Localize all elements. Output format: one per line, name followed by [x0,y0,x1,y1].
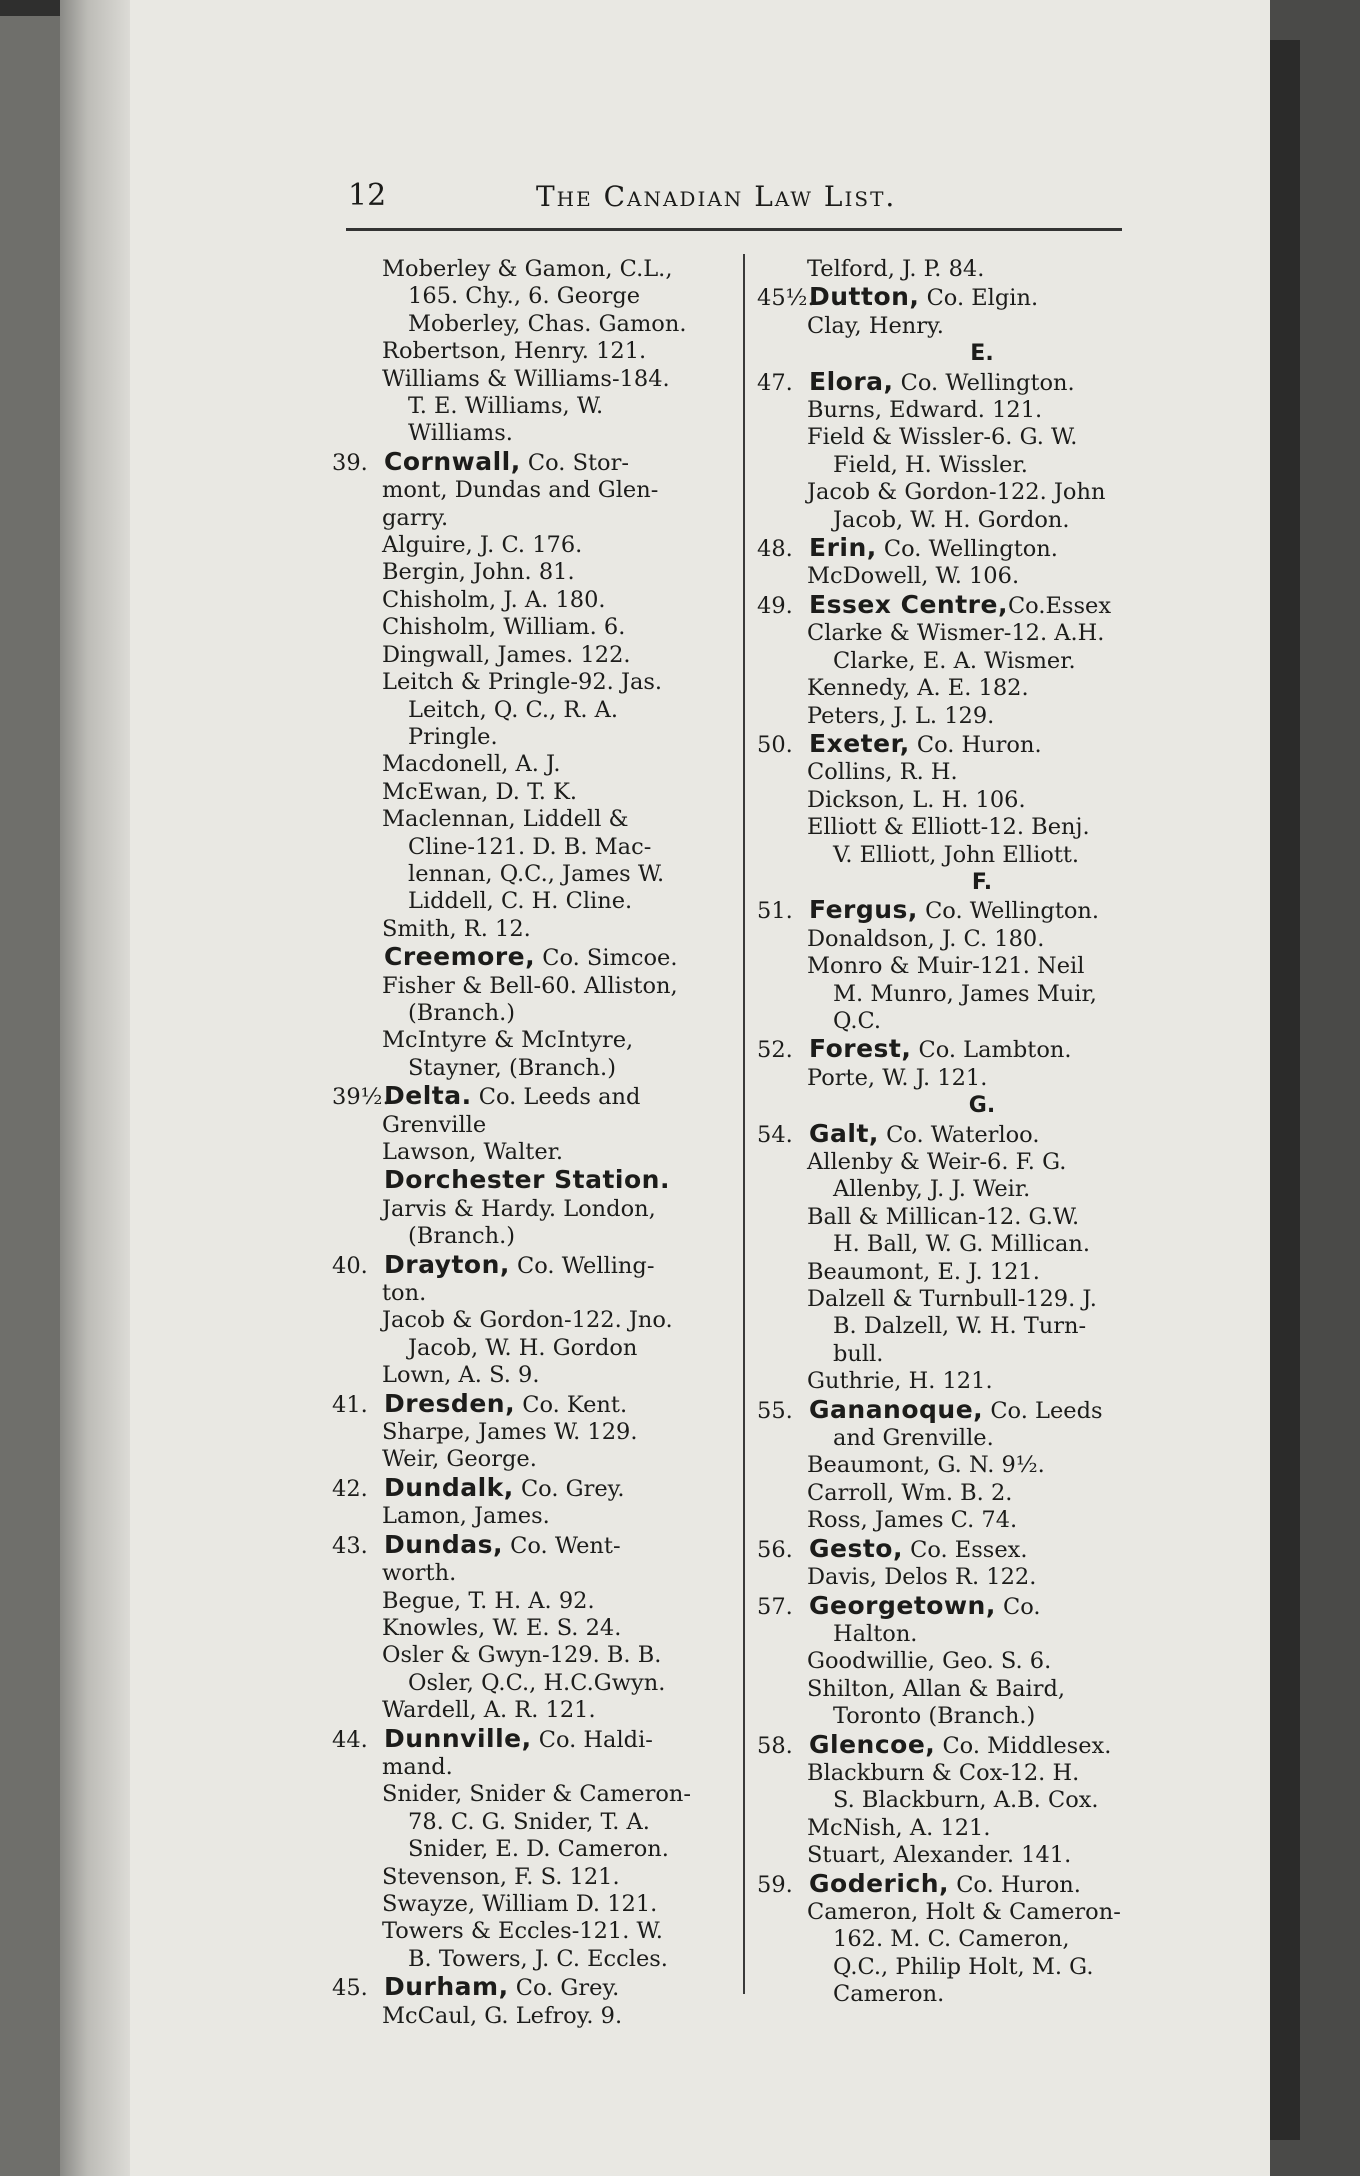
town-entry [332,1166,722,1195]
listing-entry: Donaldson, J. C. 180. [807,925,1045,952]
listing-entry: Lawson, Walter. [382,1139,564,1165]
entry-continuation: T. E. Williams, W. [408,393,604,420]
county-text: Co. Haldi- [531,1726,653,1753]
town-name: Exeter, [809,728,910,758]
town-name: Cornwall, [384,446,521,476]
entry-continuation: S. Blackburn, A.B. Cox. [833,1787,1099,1814]
county-text: Co. Welling- [509,1252,655,1279]
county-text: Co. Grey. [513,1475,625,1502]
entry-continuation: Jacob, W. H. Gordon. [833,506,1070,533]
town-entry [757,1870,1127,1899]
entry-continuation: (Branch.) [408,1223,515,1250]
listing-entry: Sharpe, James W. 129. [382,1419,638,1446]
listing-entry: Guthrie, H. 121. [807,1368,993,1395]
town-entry [757,534,1127,563]
listing-entry: Grenville [382,1111,487,1138]
town-name: Goderich, [809,1868,950,1898]
listing-entry: Clay, Henry. [807,312,944,339]
entry-continuation: Osler, Q.C., H.C.Gwyn. [408,1669,666,1696]
entry-continuation: Stayner, (Branch.) [408,1054,616,1081]
entry-continuation: B. Towers, J. C. Eccles. [408,1945,668,1972]
listing-entry: Collins, R. H. [807,759,958,786]
county-text: Co. Went- [503,1532,621,1559]
listing-entry: Macdonell, A. J. [382,751,561,778]
town-number: 49. [757,592,793,619]
listing-entry: Swayze, William D. 121. [382,1890,658,1917]
town-name: Delta. [384,1081,472,1111]
listing-entry: McIntyre & McIntyre, [382,1027,634,1054]
entry-continuation: 162. M. C. Cameron, [833,1926,1070,1953]
town-name: Fergus, [809,895,918,925]
town-entry [332,1082,722,1111]
county-text: Co. Waterloo. [878,1121,1040,1148]
county-text: Co. Leeds and [471,1084,641,1111]
entry-continuation: Cameron. [833,1981,945,2008]
listing-entry: ton. [382,1280,427,1307]
entry-continuation: and Grenville. [833,1425,994,1452]
entry-continuation: Pringle. [408,723,498,750]
listing-entry: Maclennan, Liddell & [382,806,629,833]
listing-entry: Allenby & Weir-6. F. G. [807,1149,1067,1175]
town-entry [332,943,722,972]
listing-entry: Jacob & Gordon-122. John [807,479,1106,506]
listing-entry: Shilton, Allan & Baird, [807,1675,1066,1702]
county-text: Co. Wellington. [893,369,1075,396]
county-text: Co. Essex. [902,1536,1028,1563]
entry-continuation: Williams. [408,420,513,447]
county-text: Co. Lambton. [911,1037,1072,1064]
listing-entry: Blackburn & Cox-12. H. [807,1759,1080,1786]
town-name: Dorchester Station. [384,1165,670,1195]
town-name: Galt, [809,1118,879,1148]
town-number: 50. [757,731,793,758]
listing-entry: Elliott & Elliott-12. Benj. [807,814,1090,841]
town-name: Forest, [809,1034,912,1064]
town-number: 57. [757,1593,793,1620]
town-entry [757,896,1127,925]
listing-entry: Snider, Snider & Cameron- [382,1781,691,1808]
listing-entry: Fisher & Bell-60. Alliston, [382,972,678,999]
town-number: 39. [332,449,368,476]
town-name: Gananoque, [809,1394,984,1424]
section-letter: G. [968,1093,996,1119]
town-name: Georgetown, [809,1590,996,1620]
town-number: 41. [332,1391,368,1418]
running-title: The Canadian Law List. [536,180,897,213]
town-entry [757,368,1127,397]
entry-continuation: Liddell, C. H. Cline. [408,888,633,915]
entry-continuation: Cline-121. D. B. Mac- [408,833,652,860]
listing-entry: Burns, Edward. 121. [807,397,1043,424]
town-number: 56. [757,1536,793,1563]
entry-continuation: Jacob, W. H. Gordon [408,1334,638,1361]
entry-continuation: 78. C. G. Snider, T. A. [408,1808,650,1835]
listing-entry: Wardell, A. R. 121. [382,1697,596,1724]
county-text: Co. Wellington. [917,898,1100,925]
listing-entry: Leitch & Pringle-92. Jas. [382,669,663,696]
county-text: Co.Essex [1007,592,1112,619]
town-number: 51. [757,898,793,925]
county-text: Co. Elgin. [919,285,1039,312]
town-entry [332,1725,722,1754]
listing-entry: Carroll, Wm. B. 2. [807,1479,1013,1506]
listing-entry: Kennedy, A. E. 182. [807,675,1029,702]
town-entry [332,1251,722,1280]
entry-continuation: Field, H. Wissler. [833,451,1028,478]
listing-entry: Field & Wissler-6. G. W. [807,424,1078,451]
left-column [332,256,722,2030]
town-number: 48. [757,536,793,563]
town-entry [757,1592,1127,1621]
town-name: Elora, [809,366,894,396]
entry-continuation: H. Ball, W. G. Millican. [833,1231,1091,1258]
town-number: 59. [757,1871,793,1898]
listing-entry: Moberley & Gamon, C.L., [382,256,673,282]
entry-continuation: V. Elliott, John Elliott. [833,841,1080,868]
town-entry [757,283,1127,312]
listing-entry: mand. [382,1753,453,1780]
entry-continuation: M. Munro, James Muir, [833,980,1097,1007]
listing-entry: Lown, A. S. 9. [382,1362,540,1389]
entry-continuation: Q.C., Philip Holt, M. G. [833,1953,1094,1980]
listing-entry: Beaumont, E. J. 121. [807,1258,1040,1285]
town-number: 43. [332,1532,368,1559]
listing-entry: Chisholm, J. A. 180. [382,586,606,613]
column-divider [743,254,745,1994]
scan-right-border [1270,0,1360,2176]
page-binding-shadow [60,0,130,2176]
town-entry [332,1390,722,1419]
section-letter: E. [970,341,994,367]
listing-entry: Williams & Williams-184. [382,365,670,392]
town-number: 45. [332,1975,368,2002]
listing-entry: garry. [382,504,449,531]
listing-entry: Chisholm, William. 6. [382,614,626,641]
listing-entry: Alguire, J. C. 176. [382,532,583,559]
listing-entry: Goodwillie, Geo. S. 6. [807,1648,1052,1675]
listing-entry: Stuart, Alexander. 141. [807,1842,1072,1869]
town-name: Glencoe, [809,1729,936,1759]
town-name: Dresden, [384,1388,516,1418]
listing-entry: Stevenson, F. S. 121. [382,1863,620,1890]
entry-continuation: B. Dalzell, W. H. Turn- [833,1313,1087,1340]
town-number: 58. [757,1732,793,1759]
listing-entry: Ball & Millican-12. G.W. [807,1203,1080,1230]
county-text: Co. Simcoe. [535,945,678,972]
listing-entry: Bergin, John. 81. [382,559,575,586]
entry-continuation: (Branch.) [408,999,515,1026]
listing-entry: McCaul, G. Lefroy. 9. [382,2002,623,2029]
town-entry [757,1731,1127,1760]
listing-entry: Knowles, W. E. S. 24. [382,1614,622,1641]
listing-entry: Porte, W. J. 121. [807,1064,988,1091]
listing-entry: mont, Dundas and Glen- [382,477,659,504]
entry-continuation: Allenby, J. J. Weir. [833,1176,1031,1203]
entry-continuation: bull. [833,1340,884,1367]
entry-continuation: Moberley, Chas. Gamon. [408,310,687,337]
town-entry [757,1535,1127,1564]
page-header [346,178,1122,231]
listing-entry: Begue, T. H. A. 92. [382,1587,595,1614]
town-entry [757,1035,1127,1064]
listing-entry: Dalzell & Turnbull-129. J. [807,1286,1097,1313]
county-text: Co. Grey. [508,1975,620,2002]
entry-continuation: Q.C. [833,1007,882,1034]
entry-continuation: Snider, E. D. Cameron. [408,1836,669,1863]
entry-continuation: Toronto (Branch.) [833,1703,1036,1730]
county-text: Co. Huron. [949,1871,1081,1898]
town-entry [332,1474,722,1503]
town-number: 45½. [757,285,815,312]
county-text: Co. Middlesex. [935,1732,1112,1759]
listing-entry: Towers & Eccles-121. W. [382,1918,663,1945]
listing-entry: McNish, A. 121. [807,1814,991,1841]
listing-entry: Smith, R. 12. [382,915,531,942]
town-number: 47. [757,369,793,396]
listing-entry: McEwan, D. T. K. [382,778,578,805]
listing-entry: Osler & Gwyn-129. B. B. [382,1642,662,1669]
town-entry [332,1973,722,2002]
town-number: 39½. [332,1084,390,1111]
listing-entry: Robertson, Henry. 121. [382,338,647,365]
listing-entry: Jacob & Gordon-122. Jno. [382,1307,673,1334]
county-text: Co. Huron. [909,731,1042,758]
listing-entry: Dingwall, James. 122. [382,641,631,668]
listing-entry: Peters, J. L. 129. [807,702,995,729]
listing-entry: worth. [382,1560,457,1587]
town-name: Dutton, [809,282,920,312]
town-name: Dundas, [384,1529,503,1559]
listing-entry: Weir, George. [382,1446,537,1473]
right-column [757,256,1127,2009]
town-entry [757,591,1127,620]
listing-entry: McDowell, W. 106. [807,563,1020,590]
town-name: Essex Centre, [809,589,1008,619]
listing-entry: Monro & Muir-121. Neil [807,953,1085,980]
county-text: Co. Stor- [520,449,629,476]
county-text: Co. Kent. [515,1391,628,1418]
town-entry [757,1120,1127,1149]
town-name: Durham, [384,1972,509,2002]
entry-continuation: Leitch, Q. C., R. A. [408,696,619,723]
section-letter: F. [971,869,993,895]
listing-entry: Davis, Delos R. 122. [807,1564,1037,1591]
town-name: Dunnville, [384,1723,532,1753]
listing-entry: Clarke & Wismer-12. A.H. [807,620,1105,647]
entry-continuation: Halton. [833,1620,918,1647]
town-name: Drayton, [384,1249,510,1279]
entry-continuation: 165. Chy., 6. George [408,283,641,310]
town-number: 52. [757,1037,793,1064]
town-number: 40. [332,1252,368,1279]
county-text: Co. Wellington. [876,536,1058,563]
listing-entry: Dickson, L. H. 106. [807,786,1026,813]
listing-entry: Cameron, Holt & Cameron- [807,1898,1121,1925]
town-entry [332,448,722,477]
town-name: Creemore, [384,942,536,972]
town-name: Erin, [809,533,877,563]
county-text: Co. [995,1593,1041,1620]
town-entry [332,1531,722,1560]
listing-entry: Beaumont, G. N. 9½. [807,1452,1045,1479]
listing-entry: Jarvis & Hardy. London, [382,1195,656,1222]
town-number: 54. [757,1121,793,1148]
listing-entry: Ross, James C. 74. [807,1507,1018,1534]
page-number: 12 [348,178,387,213]
listing-entry: Telford, J. P. 84. [807,256,985,282]
town-entry [757,730,1127,759]
town-number: 42. [332,1475,368,1502]
town-name: Gesto, [809,1533,903,1563]
listing-entry: Lamon, James. [382,1503,550,1530]
county-text: Co. Leeds [983,1397,1103,1424]
town-name: Dundalk, [384,1472,514,1502]
town-entry [757,1396,1127,1425]
town-number: 44. [332,1726,368,1753]
town-number: 55. [757,1397,793,1424]
entry-continuation: Clarke, E. A. Wismer. [833,647,1076,674]
entry-continuation: lennan, Q.C., James W. [408,860,665,887]
